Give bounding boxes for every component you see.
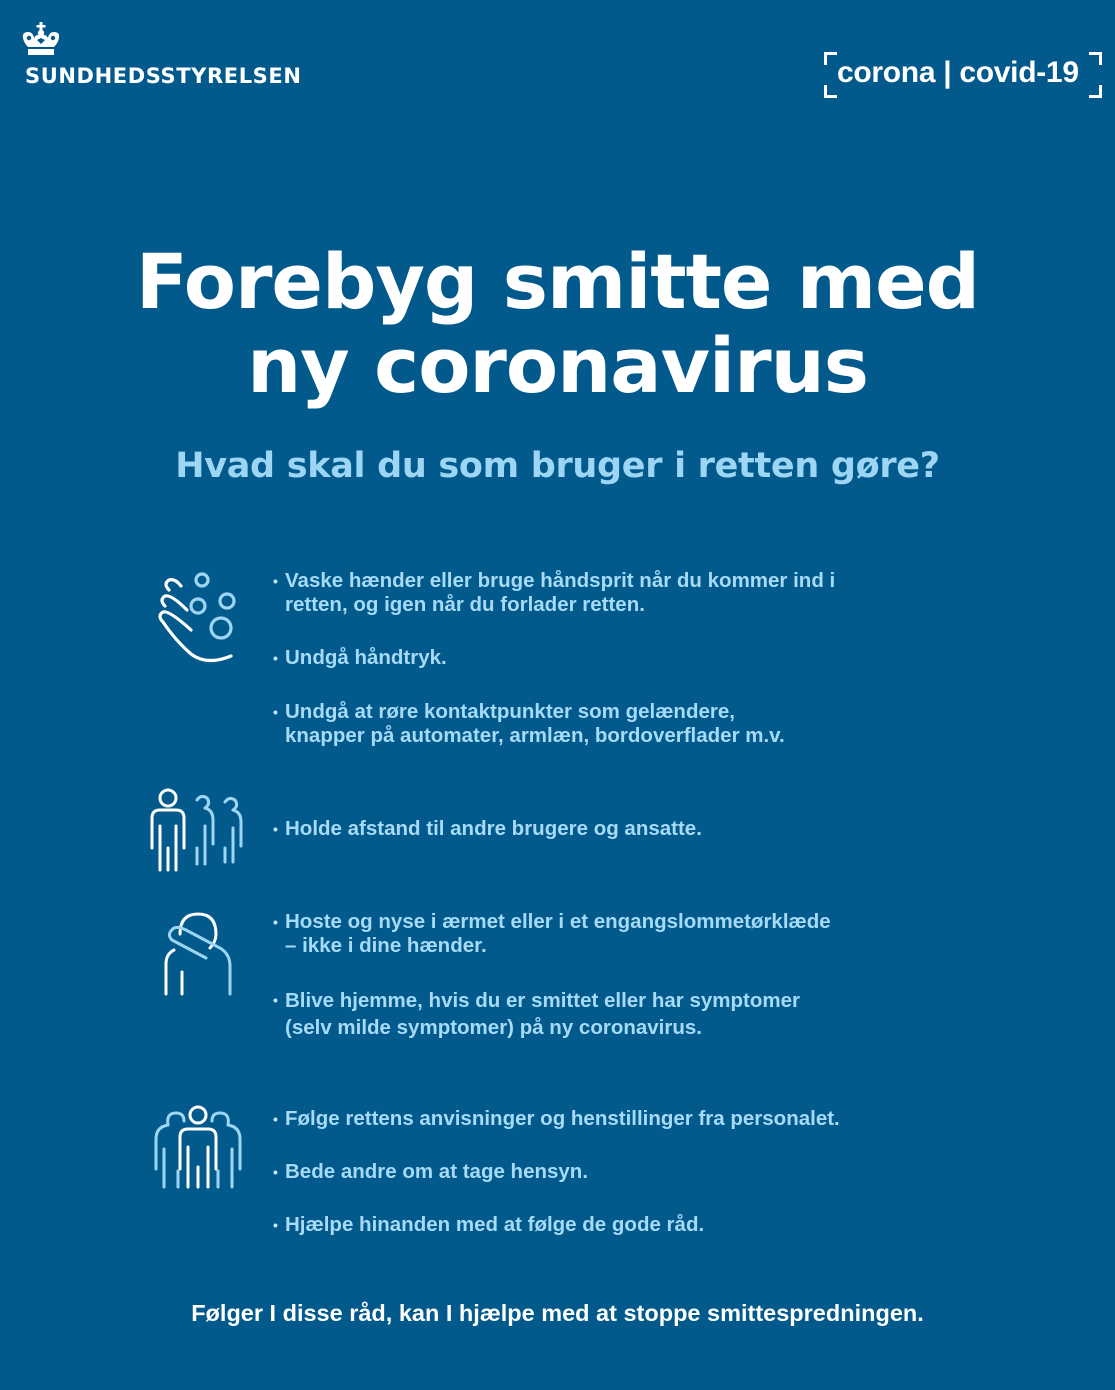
bullet-dot-icon: • <box>273 704 278 720</box>
bullet-item: • Hjælpe hinanden med at følge de gode råd. <box>273 1213 705 1236</box>
bullet-item: • Bede andre om at tage hensyn. <box>273 1160 589 1183</box>
page-title <box>0 237 1115 410</box>
group-people-icon <box>152 1103 244 1191</box>
bullet-item: • Hoste og nyse i ærmet eller i et engangslommetørklæde – ikke i dine hænder. <box>273 910 831 957</box>
distance-people-icon <box>145 786 249 874</box>
bullet-dot-icon: • <box>273 573 278 589</box>
footer-message: Følger I disse råd, kan I hjælpe med at stoppe smittespredningen. <box>191 1300 924 1326</box>
bracket-corner-icon <box>1089 52 1102 65</box>
bullet-dot-icon: • <box>273 1111 278 1127</box>
bracket-corner-icon <box>824 52 837 65</box>
bullet-item: • Blive hjemme, hvis du er smittet eller har symptomer (selv milde symptomer) på ny coronavirus. <box>273 989 800 1039</box>
bullet-item: • Undgå at røre kontaktpunkter som gelændere, knapper på automater, armlæn, bordoverflader m.v. <box>273 700 785 747</box>
page-title-line2: ny coronavirus <box>247 321 868 410</box>
bullet-dot-icon: • <box>273 650 278 666</box>
cough-sleeve-icon <box>162 910 234 996</box>
campaign-brand-text: corona | covid-19 <box>837 56 1079 89</box>
page-title-line1: Forebyg smitte med <box>135 237 980 326</box>
bullet-item: • Følge rettens anvisninger og henstillinger fra personalet. <box>273 1107 840 1130</box>
bullet-dot-icon: • <box>273 821 278 837</box>
bullet-dot-icon: • <box>273 1217 278 1233</box>
bullet-dot-icon: • <box>273 914 278 930</box>
bullet-item: • Vaske hænder eller bruge håndsprit når du kommer ind i retten, og igen når du forlader retten. <box>273 569 836 616</box>
page-subtitle: Hvad skal du som bruger i retten gøre? <box>175 446 940 486</box>
bullet-dot-icon: • <box>273 1164 278 1180</box>
bullet-item: • Undgå håndtryk. <box>273 646 447 669</box>
crown-icon <box>20 22 62 58</box>
bracket-corner-icon <box>824 85 837 98</box>
bullet-item: • Holde afstand til andre brugere og ansatte. <box>273 817 702 840</box>
bullet-dot-icon: • <box>273 992 278 1008</box>
agency-name: SUNDHEDSSTYRELSEN <box>25 64 302 88</box>
campaign-brand-logo <box>824 50 1102 98</box>
hand-washing-icon <box>155 570 240 666</box>
bracket-corner-icon <box>1089 85 1102 98</box>
